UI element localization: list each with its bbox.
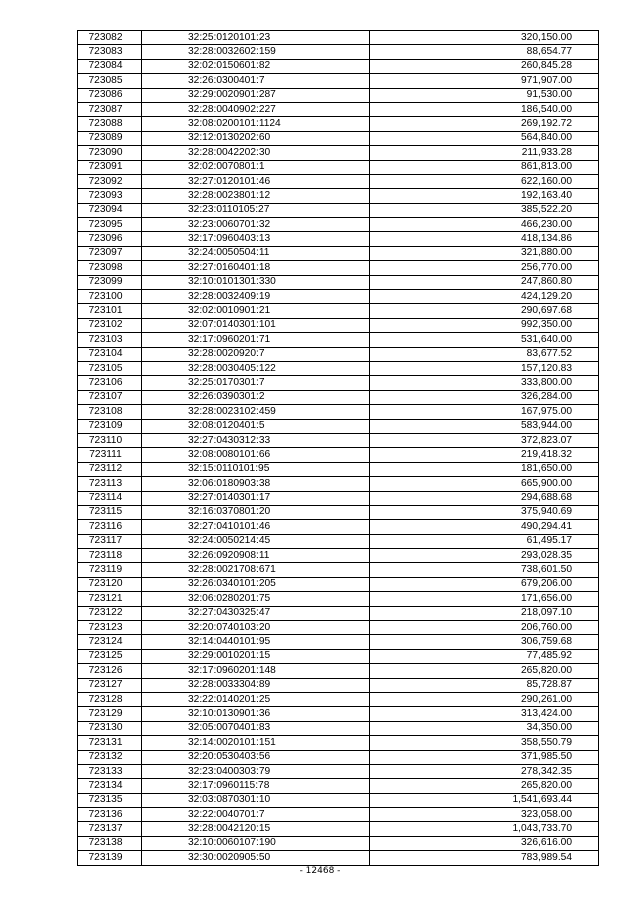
amount-cell: 167,975.00 <box>370 405 599 419</box>
amount-cell: 181,650.00 <box>370 462 599 476</box>
record-id-cell: 723135 <box>78 793 142 807</box>
record-id-cell: 723100 <box>78 290 142 304</box>
record-id-cell: 723091 <box>78 160 142 174</box>
table-row <box>78 218 599 232</box>
cadastral-number-cell: 32:03:0870301:10 <box>142 793 370 807</box>
record-id-cell: 723101 <box>78 304 142 318</box>
cadastral-number-cell: 32:28:0033304:89 <box>142 678 370 692</box>
amount-cell: 679,206.00 <box>370 577 599 591</box>
record-id-cell: 723131 <box>78 736 142 750</box>
record-id-cell: 723118 <box>78 549 142 563</box>
cadastral-number-cell: 32:27:0140301:17 <box>142 491 370 505</box>
record-id-cell: 723083 <box>78 45 142 59</box>
amount-cell: 992,350.00 <box>370 318 599 332</box>
cadastral-number-cell: 32:06:0180903:38 <box>142 477 370 491</box>
table-row <box>78 635 599 649</box>
record-id-cell: 723098 <box>78 261 142 275</box>
table-row <box>78 117 599 131</box>
cadastral-number-cell: 32:27:0410101:46 <box>142 520 370 534</box>
record-id-cell: 723115 <box>78 505 142 519</box>
record-id-cell: 723097 <box>78 246 142 260</box>
record-id-cell: 723112 <box>78 462 142 476</box>
cadastral-number-cell: 32:26:0390301:2 <box>142 390 370 404</box>
cadastral-number-cell: 32:27:0430312:33 <box>142 433 370 447</box>
page-number: - 12468 - <box>299 866 341 876</box>
cadastral-number-cell: 32:22:0040701:7 <box>142 808 370 822</box>
table-row <box>78 246 599 260</box>
amount-cell: 294,688.68 <box>370 491 599 505</box>
amount-cell: 1,541,693.44 <box>370 793 599 807</box>
cadastral-number-cell: 32:05:0070401:83 <box>142 721 370 735</box>
cadastral-number-cell: 32:26:0340101:205 <box>142 577 370 591</box>
cadastral-number-cell: 32:29:0010201:15 <box>142 649 370 663</box>
amount-cell: 206,760.00 <box>370 621 599 635</box>
amount-cell: 88,654.77 <box>370 45 599 59</box>
amount-cell: 290,697.68 <box>370 304 599 318</box>
amount-cell: 313,424.00 <box>370 707 599 721</box>
amount-cell: 564,840.00 <box>370 131 599 145</box>
amount-cell: 61,495.17 <box>370 534 599 548</box>
cadastral-number-cell: 32:27:0160401:18 <box>142 261 370 275</box>
table-row <box>78 74 599 88</box>
amount-cell: 91,530.00 <box>370 88 599 102</box>
record-id-cell: 723136 <box>78 808 142 822</box>
cadastral-number-cell: 32:26:0300401:7 <box>142 74 370 88</box>
amount-cell: 293,028.35 <box>370 549 599 563</box>
record-id-cell: 723089 <box>78 131 142 145</box>
amount-cell: 583,944.00 <box>370 419 599 433</box>
record-id-cell: 723094 <box>78 203 142 217</box>
cadastral-number-cell: 32:10:0060107:190 <box>142 836 370 850</box>
table-row <box>78 59 599 73</box>
cadastral-number-cell: 32:24:0050504:11 <box>142 246 370 260</box>
table-row <box>78 419 599 433</box>
record-id-cell: 723124 <box>78 635 142 649</box>
record-id-cell: 723121 <box>78 592 142 606</box>
amount-cell: 783,989.54 <box>370 851 599 865</box>
table-row <box>78 203 599 217</box>
cadastral-number-cell: 32:29:0020901:287 <box>142 88 370 102</box>
cadastral-number-cell: 32:28:0032602:159 <box>142 45 370 59</box>
record-id-cell: 723104 <box>78 347 142 361</box>
cadastral-number-cell: 32:24:0050214:45 <box>142 534 370 548</box>
amount-cell: 371,985.50 <box>370 750 599 764</box>
cadastral-number-cell: 32:28:0020920:7 <box>142 347 370 361</box>
record-id-cell: 723114 <box>78 491 142 505</box>
amount-cell: 323,058.00 <box>370 808 599 822</box>
cadastral-number-cell: 32:14:0020101:151 <box>142 736 370 750</box>
record-id-cell: 723096 <box>78 232 142 246</box>
cadastral-number-cell: 32:28:0030405:122 <box>142 361 370 375</box>
table-row <box>78 721 599 735</box>
amount-cell: 192,163.40 <box>370 189 599 203</box>
amount-cell: 385,522.20 <box>370 203 599 217</box>
amount-cell: 424,129.20 <box>370 290 599 304</box>
cadastral-number-cell: 32:17:0960201:71 <box>142 333 370 347</box>
amount-cell: 218,097.10 <box>370 606 599 620</box>
record-id-cell: 723134 <box>78 779 142 793</box>
amount-cell: 490,294.41 <box>370 520 599 534</box>
amount-cell: 971,907.00 <box>370 74 599 88</box>
amount-cell: 358,550.79 <box>370 736 599 750</box>
amount-cell: 211,933.28 <box>370 146 599 160</box>
cadastral-number-cell: 32:28:0040902:227 <box>142 102 370 116</box>
record-id-cell: 723120 <box>78 577 142 591</box>
amount-cell: 247,860.80 <box>370 275 599 289</box>
cadastral-number-cell: 32:08:0120401:5 <box>142 419 370 433</box>
record-id-cell: 723130 <box>78 721 142 735</box>
cadastral-number-cell: 32:23:0400303:79 <box>142 764 370 778</box>
cadastral-number-cell: 32:27:0120101:46 <box>142 174 370 188</box>
record-id-cell: 723093 <box>78 189 142 203</box>
record-id-cell: 723125 <box>78 649 142 663</box>
table-row <box>78 347 599 361</box>
cadastral-number-cell: 32:02:0150601:82 <box>142 59 370 73</box>
record-id-cell: 723113 <box>78 477 142 491</box>
table-row <box>78 808 599 822</box>
amount-cell: 260,845.28 <box>370 59 599 73</box>
cadastral-number-cell: 32:10:0101301:330 <box>142 275 370 289</box>
cadastral-number-cell: 32:28:0021708:671 <box>142 563 370 577</box>
cadastral-number-cell: 32:28:0023102:459 <box>142 405 370 419</box>
table-row <box>78 793 599 807</box>
table-row <box>78 649 599 663</box>
cadastral-number-cell: 32:25:0120101:23 <box>142 31 370 45</box>
amount-cell: 171,656.00 <box>370 592 599 606</box>
cadastral-number-cell: 32:02:0070801:1 <box>142 160 370 174</box>
records-table-body <box>78 31 599 866</box>
amount-cell: 83,677.52 <box>370 347 599 361</box>
table-row <box>78 318 599 332</box>
record-id-cell: 723102 <box>78 318 142 332</box>
cadastral-number-cell: 32:27:0430325:47 <box>142 606 370 620</box>
record-id-cell: 723095 <box>78 218 142 232</box>
table-row <box>78 160 599 174</box>
table-row <box>78 534 599 548</box>
amount-cell: 85,728.87 <box>370 678 599 692</box>
table-row <box>78 822 599 836</box>
cadastral-number-cell: 32:23:0060701:32 <box>142 218 370 232</box>
record-id-cell: 723110 <box>78 433 142 447</box>
record-id-cell: 723099 <box>78 275 142 289</box>
amount-cell: 34,350.00 <box>370 721 599 735</box>
table-row <box>78 232 599 246</box>
amount-cell: 372,823.07 <box>370 433 599 447</box>
table-row <box>78 692 599 706</box>
table-row <box>78 505 599 519</box>
record-id-cell: 723138 <box>78 836 142 850</box>
table-row <box>78 621 599 635</box>
amount-cell: 321,880.00 <box>370 246 599 260</box>
amount-cell: 265,820.00 <box>370 664 599 678</box>
table-row <box>78 189 599 203</box>
table-row <box>78 275 599 289</box>
record-id-cell: 723116 <box>78 520 142 534</box>
amount-cell: 326,284.00 <box>370 390 599 404</box>
cadastral-number-cell: 32:12:0130202:60 <box>142 131 370 145</box>
table-row <box>78 664 599 678</box>
record-id-cell: 723128 <box>78 692 142 706</box>
amount-cell: 320,150.00 <box>370 31 599 45</box>
cadastral-number-cell: 32:10:0130901:36 <box>142 707 370 721</box>
record-id-cell: 723082 <box>78 31 142 45</box>
amount-cell: 665,900.00 <box>370 477 599 491</box>
amount-cell: 256,770.00 <box>370 261 599 275</box>
cadastral-number-cell: 32:28:0042120:15 <box>142 822 370 836</box>
table-row <box>78 779 599 793</box>
table-row <box>78 549 599 563</box>
cadastral-number-cell: 32:26:0920908:11 <box>142 549 370 563</box>
amount-cell: 269,192.72 <box>370 117 599 131</box>
table-row <box>78 131 599 145</box>
table-row <box>78 290 599 304</box>
amount-cell: 219,418.32 <box>370 448 599 462</box>
table-row <box>78 477 599 491</box>
cadastral-number-cell: 32:22:0140201:25 <box>142 692 370 706</box>
record-id-cell: 723109 <box>78 419 142 433</box>
table-row <box>78 448 599 462</box>
amount-cell: 418,134.86 <box>370 232 599 246</box>
cadastral-number-cell: 32:23:0110105:27 <box>142 203 370 217</box>
amount-cell: 265,820.00 <box>370 779 599 793</box>
cadastral-number-cell: 32:06:0280201:75 <box>142 592 370 606</box>
cadastral-number-cell: 32:20:0530403:56 <box>142 750 370 764</box>
record-id-cell: 723103 <box>78 333 142 347</box>
cadastral-number-cell: 32:08:0080101:66 <box>142 448 370 462</box>
record-id-cell: 723087 <box>78 102 142 116</box>
table-row <box>78 376 599 390</box>
cadastral-number-cell: 32:28:0023801:12 <box>142 189 370 203</box>
amount-cell: 1,043,733.70 <box>370 822 599 836</box>
amount-cell: 738,601.50 <box>370 563 599 577</box>
cadastral-number-cell: 32:28:0042202:30 <box>142 146 370 160</box>
amount-cell: 861,813.00 <box>370 160 599 174</box>
table-row <box>78 433 599 447</box>
table-row <box>78 462 599 476</box>
amount-cell: 77,485.92 <box>370 649 599 663</box>
amount-cell: 186,540.00 <box>370 102 599 116</box>
record-id-cell: 723137 <box>78 822 142 836</box>
table-row <box>78 405 599 419</box>
record-id-cell: 723126 <box>78 664 142 678</box>
table-row <box>78 851 599 865</box>
table-row <box>78 520 599 534</box>
cadastral-number-cell: 32:17:0960201:148 <box>142 664 370 678</box>
record-id-cell: 723122 <box>78 606 142 620</box>
table-row <box>78 45 599 59</box>
table-row <box>78 333 599 347</box>
table-row <box>78 174 599 188</box>
table-row <box>78 390 599 404</box>
record-id-cell: 723088 <box>78 117 142 131</box>
record-id-cell: 723090 <box>78 146 142 160</box>
cadastral-number-cell: 32:14:0440101:95 <box>142 635 370 649</box>
table-row <box>78 764 599 778</box>
cadastral-number-cell: 32:16:0370801:20 <box>142 505 370 519</box>
record-id-cell: 723105 <box>78 361 142 375</box>
record-id-cell: 723129 <box>78 707 142 721</box>
amount-cell: 531,640.00 <box>370 333 599 347</box>
cadastral-number-cell: 32:07:0140301:101 <box>142 318 370 332</box>
amount-cell: 622,160.00 <box>370 174 599 188</box>
table-row <box>78 304 599 318</box>
amount-cell: 375,940.69 <box>370 505 599 519</box>
amount-cell: 333,800.00 <box>370 376 599 390</box>
record-id-cell: 723139 <box>78 851 142 865</box>
amount-cell: 278,342.35 <box>370 764 599 778</box>
cadastral-number-cell: 32:02:0010901:21 <box>142 304 370 318</box>
record-id-cell: 723132 <box>78 750 142 764</box>
amount-cell: 157,120.83 <box>370 361 599 375</box>
cadastral-number-cell: 32:15:0110101:95 <box>142 462 370 476</box>
cadastral-number-cell: 32:08:0200101:1124 <box>142 117 370 131</box>
table-row <box>78 31 599 45</box>
table-row <box>78 146 599 160</box>
record-id-cell: 723086 <box>78 88 142 102</box>
table-row <box>78 836 599 850</box>
table-row <box>78 707 599 721</box>
table-row <box>78 736 599 750</box>
record-id-cell: 723127 <box>78 678 142 692</box>
table-row <box>78 606 599 620</box>
amount-cell: 290,261.00 <box>370 692 599 706</box>
record-id-cell: 723111 <box>78 448 142 462</box>
table-row <box>78 750 599 764</box>
record-id-cell: 723107 <box>78 390 142 404</box>
cadastral-number-cell: 32:20:0740103:20 <box>142 621 370 635</box>
record-id-cell: 723092 <box>78 174 142 188</box>
cadastral-number-cell: 32:28:0032409:19 <box>142 290 370 304</box>
table-row <box>78 261 599 275</box>
record-id-cell: 723084 <box>78 59 142 73</box>
cadastral-number-cell: 32:17:0960115:78 <box>142 779 370 793</box>
table-row <box>78 563 599 577</box>
record-id-cell: 723123 <box>78 621 142 635</box>
records-table <box>77 30 599 866</box>
amount-cell: 466,230.00 <box>370 218 599 232</box>
record-id-cell: 723106 <box>78 376 142 390</box>
amount-cell: 326,616.00 <box>370 836 599 850</box>
amount-cell: 306,759.68 <box>370 635 599 649</box>
cadastral-number-cell: 32:25:0170301:7 <box>142 376 370 390</box>
record-id-cell: 723119 <box>78 563 142 577</box>
record-id-cell: 723133 <box>78 764 142 778</box>
table-row <box>78 592 599 606</box>
cadastral-number-cell: 32:30:0020905:50 <box>142 851 370 865</box>
table-row <box>78 88 599 102</box>
table-row <box>78 577 599 591</box>
table-row <box>78 361 599 375</box>
record-id-cell: 723085 <box>78 74 142 88</box>
cadastral-number-cell: 32:17:0960403:13 <box>142 232 370 246</box>
table-row <box>78 102 599 116</box>
table-row <box>78 678 599 692</box>
record-id-cell: 723117 <box>78 534 142 548</box>
table-row <box>78 491 599 505</box>
record-id-cell: 723108 <box>78 405 142 419</box>
